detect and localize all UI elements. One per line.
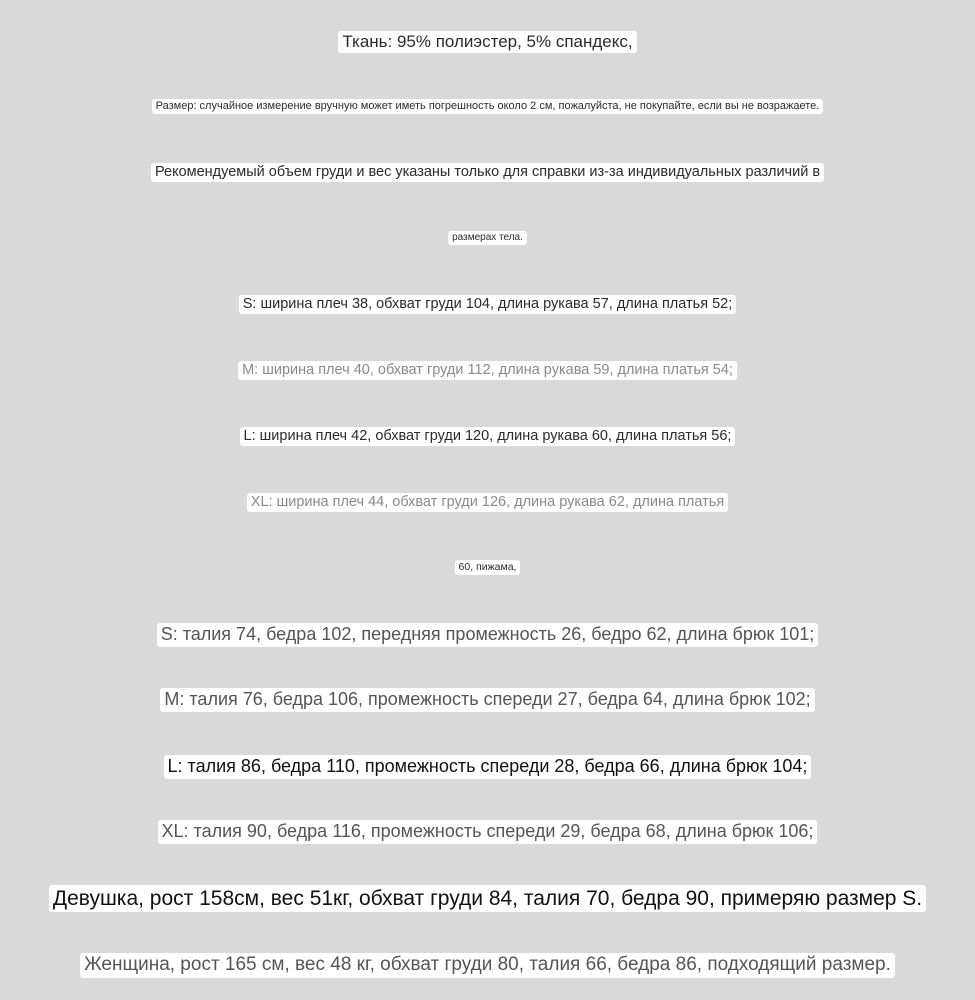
fabric-line bbox=[0, 31, 975, 53]
model-1-line bbox=[0, 885, 975, 912]
size-disclaimer-line bbox=[0, 99, 975, 114]
size-disclaimer-text: Размер: случайное измерение вручную может иметь погрешность около 2 см, пожалуйста, не покупайте, если вы не возражаете. bbox=[152, 99, 824, 114]
pants-size-m-line bbox=[0, 688, 975, 712]
recommendation-text-2: размерах тела. bbox=[448, 231, 527, 245]
top-size-s-text: S: ширина плеч 38, обхват груди 104, длина рукава 57, длина платья 52; bbox=[239, 295, 737, 314]
top-size-xl-continuation-text: 60, пижама, bbox=[455, 560, 521, 575]
pants-size-xl-text: XL: талия 90, бедра 116, промежность спереди 29, бедра 68, длина брюк 106; bbox=[158, 820, 818, 844]
top-size-s-line bbox=[0, 295, 975, 314]
top-size-l-text: L: ширина плеч 42, обхват груди 120, длина рукава 60, длина платья 56; bbox=[240, 427, 736, 446]
fabric-text: Ткань: 95% полиэстер, 5% спандекс, bbox=[338, 31, 636, 53]
pants-size-l-text: L: талия 86, бедра 110, промежность спереди 28, бедра 66, длина брюк 104; bbox=[164, 755, 812, 779]
top-size-xl-line bbox=[0, 493, 975, 512]
pants-size-s-text: S: талия 74, бедра 102, передняя промежность 26, бедро 62, длина брюк 101; bbox=[157, 623, 819, 647]
pants-size-xl-line bbox=[0, 820, 975, 844]
pants-size-l-line bbox=[0, 755, 975, 779]
model-2-text: Женщина, рост 165 см, вес 48 кг, обхват груди 80, талия 66, бедра 86, подходящий размер. bbox=[80, 953, 895, 978]
top-size-l-line bbox=[0, 427, 975, 446]
recommendation-text-1: Рекомендуемый объем груди и вес указаны только для справки из-за индивидуальных различий в bbox=[151, 163, 824, 182]
model-1-text: Девушка, рост 158см, вес 51кг, обхват груди 84, талия 70, бедра 90, примеряю размер S. bbox=[49, 885, 926, 912]
top-size-xl-continuation-line bbox=[0, 560, 975, 575]
recommendation-line-1 bbox=[0, 163, 975, 182]
pants-size-s-line bbox=[0, 623, 975, 647]
model-2-line bbox=[0, 953, 975, 978]
top-size-m-text: M: ширина плеч 40, обхват груди 112, длина рукава 59, длина платья 54; bbox=[238, 361, 737, 380]
pants-size-m-text: M: талия 76, бедра 106, промежность спереди 27, бедра 64, длина брюк 102; bbox=[160, 688, 814, 712]
recommendation-line-2 bbox=[0, 231, 975, 245]
top-size-xl-text: XL: ширина плеч 44, обхват груди 126, длина рукава 62, длина платья bbox=[247, 493, 728, 512]
top-size-m-line bbox=[0, 361, 975, 380]
